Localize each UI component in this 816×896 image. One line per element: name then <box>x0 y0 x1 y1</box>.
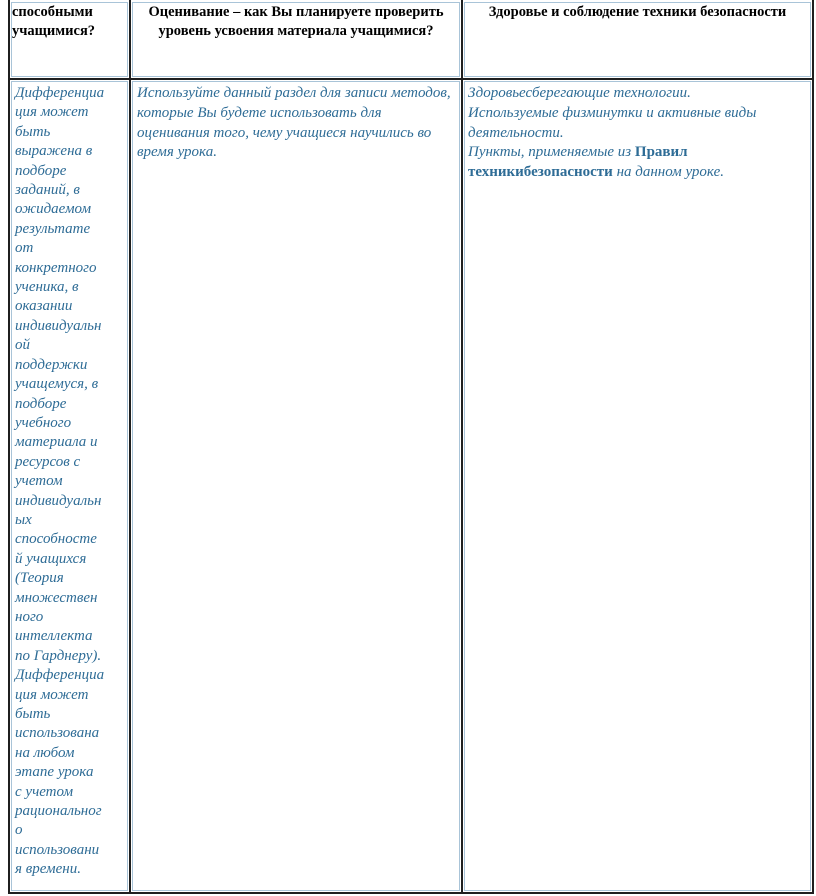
safety-rules-line <box>468 143 808 183</box>
differentiation-line: множествен <box>15 589 98 606</box>
differentiation-line: ожидаемом <box>15 201 92 218</box>
differentiation-line: использовани <box>15 841 100 858</box>
differentiation-line: ного <box>15 608 44 625</box>
differentiation-line: интеллекта <box>15 628 93 645</box>
differentiation-line: конкретного <box>15 259 97 276</box>
differentiation-line: по Гарднеру). <box>15 647 102 664</box>
physical-activities-line: Используемые физминутки и активные виды деятельности. <box>468 104 757 141</box>
differentiation-line: рациональног <box>15 803 102 820</box>
health-safety-text <box>468 84 808 183</box>
differentiation-line: ученика, в <box>15 279 79 296</box>
column-divider-2 <box>461 0 463 894</box>
differentiation-line: этапе урока <box>15 764 94 781</box>
differentiation-line: с учетом <box>15 783 74 800</box>
differentiation-line: индивидуальн <box>15 317 102 334</box>
differentiation-line: результате <box>15 220 91 237</box>
differentiation-line: использована <box>15 725 100 742</box>
differentiation-line: быть <box>15 706 51 722</box>
differentiation-line: заданий, в <box>15 182 80 199</box>
header-row-divider <box>8 78 814 80</box>
table-border-left <box>8 0 10 894</box>
differentiation-line: от <box>15 240 34 257</box>
differentiation-line: ция может <box>15 104 89 121</box>
safety-rules-suffix: на данном уроке. <box>616 164 724 181</box>
differentiation-line: подборе <box>15 162 67 179</box>
differentiation-line: й учащихся <box>15 550 87 567</box>
differentiation-line: учетом <box>15 473 63 490</box>
differentiation-line: на любом <box>15 744 75 761</box>
differentiation-line: выражена в <box>15 143 93 160</box>
column-divider-1 <box>129 0 131 894</box>
safety-rules-prefix: Пункты, применяемые из <box>468 144 632 161</box>
table-border-bottom <box>8 892 814 894</box>
differentiation-line: ресурсов с <box>15 453 81 470</box>
differentiation-line: Дифференциа <box>15 85 105 101</box>
differentiation-line: (Теория <box>15 570 64 587</box>
differentiation-text <box>15 84 125 880</box>
header-health-safety: Здоровье и соблюдение техники безопасности <box>488 4 787 20</box>
differentiation-line: ция может <box>15 686 89 703</box>
differentiation-line: ых <box>15 511 32 528</box>
health-technologies-line: Здоровьесберегающие технологии. <box>468 85 691 101</box>
differentiation-line: учебного <box>15 414 72 431</box>
differentiation-line: материала и <box>15 434 98 451</box>
differentiation-line: оказании <box>15 298 73 315</box>
assessment-text: Используйте данный раздел для записи методов, которые Вы будете использовать для оценивания того, чему учащиеся научились во время урока. <box>137 85 451 161</box>
body-cell-3-frame <box>464 81 811 891</box>
differentiation-line: Дифференциа <box>15 667 105 684</box>
differentiation-line: ой <box>15 337 30 354</box>
safety-rules-bold: Правил техникибезопасности <box>468 144 688 181</box>
differentiation-line: о <box>15 822 23 839</box>
differentiation-line: подборе <box>15 395 67 412</box>
differentiation-line: способносте <box>15 531 97 548</box>
differentiation-line: учащемуся, в <box>15 376 99 393</box>
differentiation-line: индивидуальн <box>15 492 102 509</box>
header-differentiation: способными учащимися? <box>12 4 96 39</box>
table-border-right <box>812 0 814 894</box>
differentiation-line: поддержки <box>15 356 88 373</box>
body-cell-2-frame <box>132 81 460 891</box>
differentiation-line: быть <box>15 123 51 140</box>
header-assessment: Оценивание – как Вы планируете проверить уровень усвоения материала учащимися? <box>148 4 444 39</box>
differentiation-line: я времени. <box>15 861 81 878</box>
